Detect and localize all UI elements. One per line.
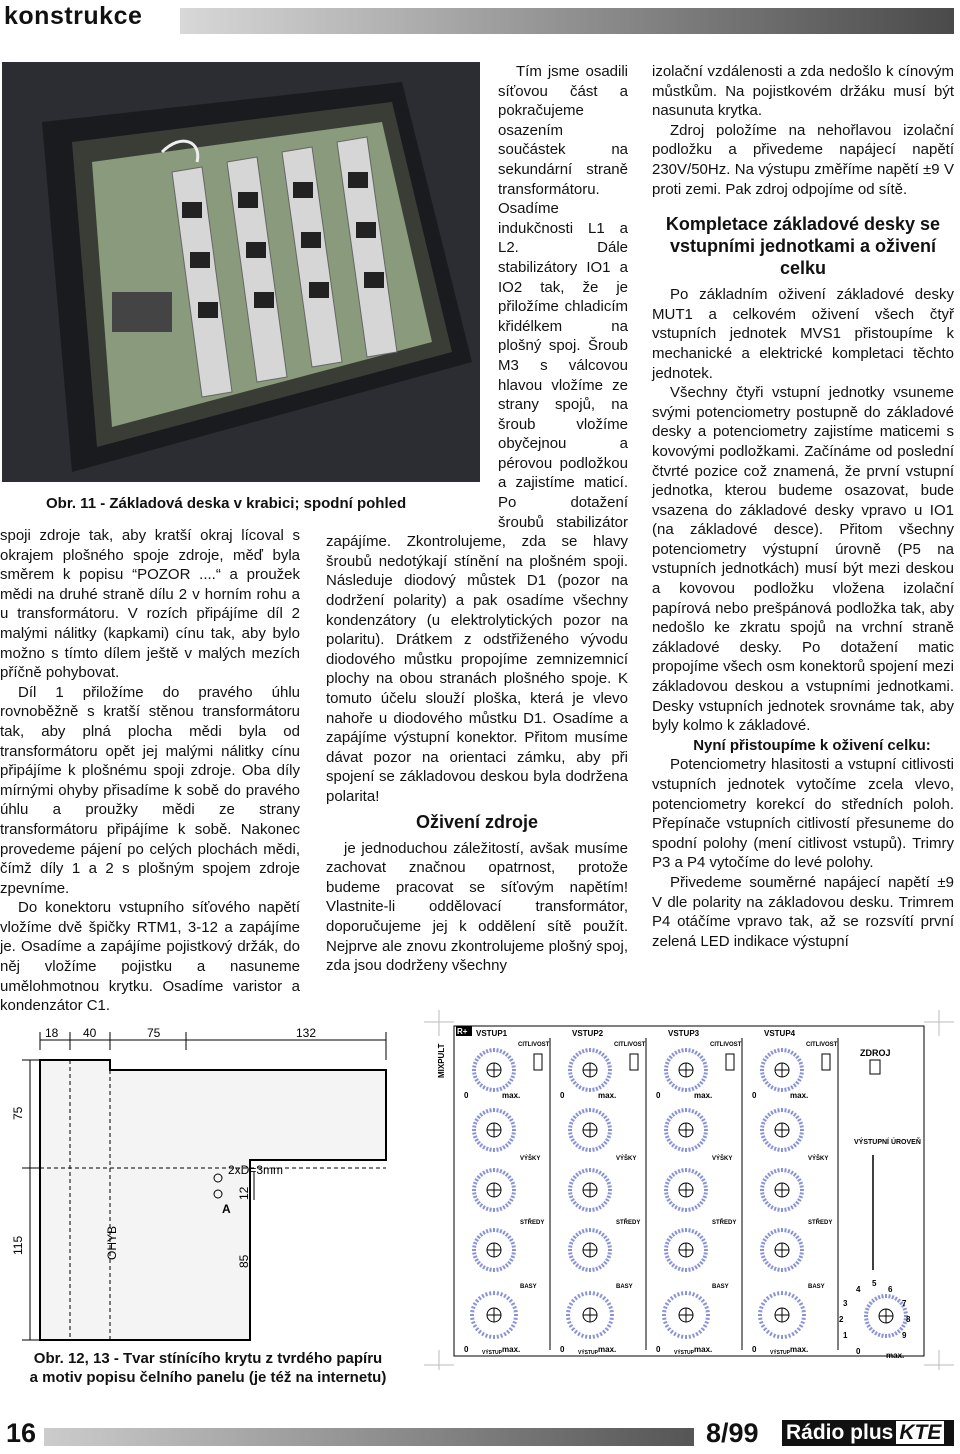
scale-label: 4 xyxy=(856,1285,861,1294)
scale-label: 8 xyxy=(906,1315,911,1324)
scale-label: 7 xyxy=(902,1299,907,1308)
min-label: 0 xyxy=(752,1091,757,1100)
citlivost-label: CITLIVOST xyxy=(518,1042,550,1048)
knob-label: BASY xyxy=(520,1284,537,1290)
dim-85: 85 xyxy=(237,1254,251,1268)
treble-knob xyxy=(664,1108,708,1152)
mid-knob xyxy=(664,1168,708,1212)
dim-132: 132 xyxy=(296,1026,317,1040)
max-label: max. xyxy=(502,1345,521,1354)
issue-number: 8/99 xyxy=(706,1418,759,1448)
output-knob xyxy=(662,1291,710,1339)
figure-13-front-panel xyxy=(424,1010,954,1370)
scale-label: 6 xyxy=(888,1285,893,1294)
photo-wrap-spacer xyxy=(326,62,498,524)
dim-75-vertical: 75 xyxy=(11,1106,25,1120)
knob-label: VÝSTUP xyxy=(674,1350,695,1356)
knob-label: STŘEDY xyxy=(616,1220,641,1226)
knob-label: STŘEDY xyxy=(712,1220,737,1226)
paragraph: Všechny čtyři vstupní jednotky vsuneme svými potenciometry postupně do základové desky a potenciometry zajistíme maticemi s kovovými podložkami. Začínáme od poslední čtvrté pozice což znamená, že první vstupní jednotka, kterou budeme osazovat, bude vsazena do základové desky vpravo u IO1 (na základové desce). Přitom všechny potenciometry výstupní úrovně (P5 na vstupních jednotkách) musí být mezi deskou a kovovou podložku vložena izolační papírová nebo prešpánová podložka tak, aby nedošlo ke zkratu spojů na vrchní straně základové desky. Po dotažení matic propojíme všech osm konektorů spojení mezi základovou deskou a vstupními jednotkami. Desky vstupních jednotek srovnáme tak, aby byly kolmo k základové. xyxy=(652,384,954,735)
treble-knob xyxy=(472,1108,516,1152)
section-title: konstrukce xyxy=(4,2,143,30)
scale-label: 5 xyxy=(872,1279,877,1288)
dim-40: 40 xyxy=(83,1026,97,1040)
knob-label: BASY xyxy=(712,1284,729,1290)
min-label: 0 xyxy=(656,1091,661,1100)
knob-label: STŘEDY xyxy=(808,1220,833,1226)
hole-label: 2xD=3mm xyxy=(228,1163,284,1177)
heading-kompletace: Kompletace základové desky se vstupními jednotkami a oživení celku xyxy=(665,214,941,279)
heading-ozivení-zdroje: Oživení zdroje xyxy=(415,811,539,832)
channel-label: VSTUP4 xyxy=(764,1029,796,1038)
channel-strip xyxy=(464,1029,550,1356)
mid-knob xyxy=(568,1168,612,1212)
channel-label: VSTUP1 xyxy=(476,1029,508,1038)
column-left xyxy=(0,526,300,1016)
max-label: max. xyxy=(502,1091,521,1100)
figure-12-13-caption xyxy=(8,1349,408,1387)
paragraph: Přivedeme souměrné napájecí napětí ±9 V dle polarity na základovou desku. Trimrem P4 otáčíme vpravo tak, až se rozsvítí první zelená LED indikace výstupní xyxy=(652,873,954,950)
point-a: A xyxy=(222,1202,231,1216)
caption-line: Obr. 12, 13 - Tvar stínícího krytu z tvrdého papíru xyxy=(33,1350,383,1367)
scale-label: 0 xyxy=(856,1347,861,1356)
r-plus-label: R+ xyxy=(457,1027,468,1036)
zdroj-label: ZDROJ xyxy=(860,1048,891,1058)
dim-115-vertical: 115 xyxy=(11,1235,25,1255)
knob-label: VÝSTUP xyxy=(482,1350,503,1356)
paragraph: Do konektoru vstupního síťového napětí vložíme dvě špičky RTM1, 3-12 a zapájíme je. Osadíme a zapájíme pojistkový držák, do něj vložíme pojistku a nasuneme umělohmotnou krytku. Osadíme varistor a kondenzátor C1. xyxy=(0,899,300,1015)
paragraph: Po základním oživení základové desky MUT1 a celkovém oživení všech čtyř vstupních jednotek MVS1 přistoupíme k mechanické a elektrické kompletaci těchto jednotek. xyxy=(652,286,954,382)
gain-knob xyxy=(760,1048,804,1092)
bass-knob xyxy=(568,1228,612,1272)
paragraph: Tím jsme osadili síťovou část a pokračujeme osazením součástek na sekundární straně transformátoru. Osadíme indukčnosti L1 a L2. Dále stabilizátory IO1 a IO2 tak, že je přiložíme chladicím křidélkem na plošný spoj. Šroub M3 s válcovou hlavou vložíme ze strany spojů, na šroub vložíme obyčejnou a pérovou podložkou a zajistíme maticí. Po dotažení šroubů stabilizátor zapájíme. Zkontrolujeme, zda se hlavy šroubů nedotýkají stínění na plošném spoji. Následuje diodový můstek D1 (pozor na dodržení polarity) a pak osadíme všechny kondenzátory (u elektrolytických pozor na polaritu). Drátkem z odstřiženého vývodu diodového můstku propojíme zemnizemnicí plochy na obou stranách plošného spoje. K tomuto účelu slouží ploška, která je vlevo nahoře u diodového můstku D1. Osadíme a zapájíme výstupní konektor. Přitom musíme dávat pozor na orientaci zámku, aby při spojení se základovou deskou byla dodržena polarita! xyxy=(326,63,628,805)
knob-label: STŘEDY xyxy=(520,1220,545,1226)
citlivost-label: CITLIVOST xyxy=(710,1042,742,1048)
column-right xyxy=(652,62,954,951)
channel-label: VSTUP3 xyxy=(668,1029,700,1038)
gain-knob xyxy=(664,1048,708,1092)
mid-knob xyxy=(472,1168,516,1212)
knob-label: VÝŠKY xyxy=(616,1156,637,1162)
min-label: 0 xyxy=(656,1345,661,1354)
bass-knob xyxy=(472,1228,516,1272)
brand-logo: KTE xyxy=(896,1421,944,1444)
heading-ozivení-celku: Nyní přistoupíme k oživení celku: xyxy=(693,736,931,754)
ohyb-label: OHYB xyxy=(105,1225,119,1260)
figure-11-caption: Obr. 11 - Základová deska v krabici; spodní pohled xyxy=(46,495,407,512)
page-number: 16 xyxy=(6,1418,37,1448)
switch xyxy=(630,1054,638,1070)
vystupni-uroven-label: VÝSTUPNÍ ÚROVEŇ xyxy=(854,1139,921,1146)
knob-label: VÝŠKY xyxy=(808,1156,829,1162)
gain-knob xyxy=(568,1048,612,1092)
min-label: 0 xyxy=(560,1345,565,1354)
scale-label: 3 xyxy=(843,1299,848,1308)
citlivost-label: CITLIVOST xyxy=(806,1042,838,1048)
dim-12: 12 xyxy=(237,1186,251,1200)
max-label: max. xyxy=(790,1091,809,1100)
magazine-name: Rádio plus xyxy=(786,1421,894,1444)
max-label: max. xyxy=(694,1091,713,1100)
channel-strip xyxy=(656,1029,742,1356)
min-label: 0 xyxy=(464,1345,469,1354)
magazine-logo xyxy=(782,1420,954,1446)
min-label: 0 xyxy=(752,1345,757,1354)
power-switch xyxy=(870,1060,880,1074)
dim-75: 75 xyxy=(147,1026,161,1040)
header-bar xyxy=(180,8,954,34)
knob-label: BASY xyxy=(808,1284,825,1290)
figure-12-drawing xyxy=(0,1010,420,1360)
channel-strip xyxy=(560,1029,646,1356)
min-label: 0 xyxy=(560,1091,565,1100)
caption-line: a motiv popisu čelního panelu (je též na internetu) xyxy=(29,1369,387,1386)
max-label: max. xyxy=(886,1351,905,1360)
gain-knob xyxy=(472,1048,516,1092)
max-label: max. xyxy=(598,1091,617,1100)
knob-label: VÝŠKY xyxy=(520,1156,541,1162)
knob-label: BASY xyxy=(616,1284,633,1290)
scale-label: 1 xyxy=(843,1331,848,1340)
output-knob xyxy=(758,1291,806,1339)
switch xyxy=(726,1054,734,1070)
switch xyxy=(822,1054,830,1070)
channel-strip xyxy=(752,1029,838,1356)
knob-label: VÝSTUP xyxy=(578,1350,599,1356)
paragraph: spoji zdroje tak, aby kratší okraj lícoval s okrajem plošného spoje zdroje, měď byla směrem k popisu “POZOR ....“ a proužek mědi na druhé straně dílu 2 v horním rohu a u transformátoru. V rozích připájíme díl 2 malými nálitky (kapkami) cínu tak, aby bylo možno s tímto dílem ještě v malých mezích příčně pohybovat. xyxy=(0,527,300,682)
column-middle xyxy=(326,62,628,976)
treble-knob xyxy=(760,1108,804,1152)
dim-18: 18 xyxy=(45,1026,59,1040)
knob-label: VÝŠKY xyxy=(712,1156,733,1162)
mid-knob xyxy=(760,1168,804,1212)
max-label: max. xyxy=(598,1345,617,1354)
max-label: max. xyxy=(694,1345,713,1354)
footer-bar xyxy=(44,1428,694,1446)
citlivost-label: CITLIVOST xyxy=(614,1042,646,1048)
bass-knob xyxy=(664,1228,708,1272)
scale-label: 2 xyxy=(839,1315,844,1324)
output-knob xyxy=(566,1291,614,1339)
paragraph: je jednoduchou záležitostí, avšak musíme zachovat značnou opatrnost, protože budeme pracovat se síťovým napětím! Vlastnite-li oddělovací transformátor, doporučujeme jej k oddělení sítě použít. Nejprve ale znovu zkontrolujeme plošný spoj, zda jsou dodrženy všechny xyxy=(326,839,628,975)
treble-knob xyxy=(568,1108,612,1152)
mixpult-label: MIXPULT xyxy=(437,1043,446,1078)
min-label: 0 xyxy=(464,1091,469,1100)
paragraph: Zdroj položíme na nehořlavou izolační podložku a přivedeme napájecí napětí 230V/50Hz. Na výstupu změříme napětí ±9 V proti zemi. Pak zdroj odpojíme od sítě. xyxy=(652,121,954,198)
paragraph: Díl 1 přiložíme do pravého úhlu rovnoběžně s kratší stěnou transformátoru tak, aby plná plocha mědi byla od transformátoru opět jej malými nálitky cínu připájíme k plošnému spoji zdroje. Oba díly mírnými ohyby přisadíme k sobě do pravého úhlu a proužky mědi ze strany transformátoru připájíme k sobě. Nakonec provedeme pájení po celých plochách mědi, čímž díly 1 a 2 s plošným spojem zdroje zpevníme. xyxy=(0,683,300,897)
bass-knob xyxy=(760,1228,804,1272)
scale-label: 9 xyxy=(902,1331,907,1340)
paragraph: izolační vzdálenosti a zda nedošlo k cínovým můstkům. Na pojistkovém držáku musí být nasunuta krytka. xyxy=(652,63,954,120)
knob-label: VÝSTUP xyxy=(770,1350,791,1356)
paragraph: Potenciometry hlasitosti a vstupní citlivosti vstupních jednotek vytočíme zcela vlevo, potenciometry korekcí do středních poloh. Přepínače vstupních citlivostí přesuneme do spodní polohy (mení citlivost vstupů). Trimry P3 a P4 vytočíme do levé polohy. xyxy=(652,756,954,872)
channel-label: VSTUP2 xyxy=(572,1029,604,1038)
output-knob xyxy=(470,1291,518,1339)
switch xyxy=(534,1054,542,1070)
max-label: max. xyxy=(790,1345,809,1354)
